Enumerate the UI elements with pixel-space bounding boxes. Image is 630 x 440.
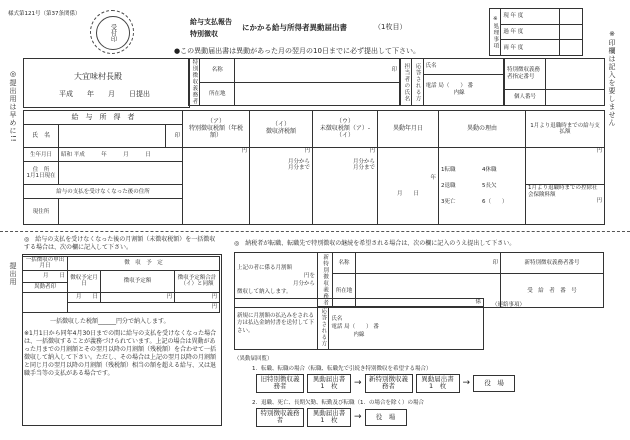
addressee: 大宜味村長殿	[74, 72, 122, 81]
col3-header: 未徴収税額（ア）-（イ）	[319, 124, 371, 139]
employee-tax-table	[23, 110, 605, 225]
lump-col-d: 徴収予定額	[101, 270, 175, 292]
addressee-box	[23, 58, 190, 108]
office-check[interactable]	[560, 40, 583, 56]
col5-header: 異動の理由	[439, 111, 526, 148]
flow-payer: 特別徴収義務者	[256, 408, 304, 427]
monthly-label: 上記の者に係る月割額	[237, 264, 293, 271]
continue-section-header: ◎ 納税者が転職、転職先で特別徴収の継続を希望される場合は、次の欄に記入のうえ提出して下さい。	[234, 240, 516, 247]
payer-seal: 印	[391, 67, 397, 74]
reason-option[interactable]: 1転職	[441, 166, 456, 173]
flow-doc-label: 異動届出書	[421, 375, 454, 383]
lump-plan-header: 徴 収 予 定	[68, 257, 220, 271]
office-use-label: ※処理事項	[490, 9, 501, 56]
flow-case2: 2．退職、死亡、長期欠勤、転勤及び転職（1．の場合を除く）の場合	[252, 400, 425, 406]
flow-doc-3	[307, 408, 351, 427]
cut-line	[0, 231, 630, 232]
title-line2: 特別徴収	[190, 30, 218, 38]
arrow-right-icon: →	[354, 411, 362, 422]
col6-value[interactable]: 円	[526, 148, 605, 185]
right-margin-note: ※印欄は記入を要しません	[608, 30, 616, 127]
designation-table	[504, 58, 605, 106]
lump-request-date[interactable]: 月 日	[23, 270, 68, 282]
office-use-table	[489, 8, 583, 56]
contact-side: 担当者の氏名	[401, 59, 412, 106]
col3-mark: （ウ）	[335, 117, 354, 125]
arrow-right-icon: →	[462, 377, 471, 388]
lump-paid-line: 一括徴収した税額______円分で納入します。	[50, 318, 170, 325]
lump-notes: ※1月1日から同年4月30日までの間に給与の支払を受けなくなった場合は、一括徴収することが義務づけられています。上記の場合は異動があった月までの月割額とその翌月以降の月割額（残税額）を合わせて一括徴収して納入して下さい。ただし、その場合は上記の翌月以降の月割額と同じ月の翌月以降の月割額（残税額）相当の額を超える給与、又は退職手当等の支払がある場合です。	[24, 330, 217, 378]
office-row: 現 年 度	[501, 9, 560, 25]
new-payer-name-label: 名称	[333, 253, 356, 274]
employee-name-label: 氏 名	[24, 124, 59, 147]
office-row: 過 年 度	[501, 24, 560, 40]
col2-yen: 円	[304, 148, 310, 155]
col3-yen: 円	[369, 148, 375, 155]
address-sub: 1月1日現在	[26, 173, 56, 180]
dob-value[interactable]: 昭和 平成 年 月 日	[59, 148, 183, 162]
reason-list	[441, 167, 523, 206]
reason-option[interactable]: 3死亡	[441, 199, 456, 206]
monthly-collect: 徴収して納入します。	[237, 289, 292, 296]
designation-field[interactable]	[546, 59, 605, 90]
recipient-no-label: 受 給 者 番 号	[501, 274, 604, 308]
monthly-from[interactable]: 月分から	[292, 281, 315, 287]
flow-city-1: 役 場	[473, 375, 515, 392]
move-md[interactable]: 月 日	[396, 191, 419, 198]
col7-yen: 円	[596, 198, 602, 205]
reason-option[interactable]: 5長欠	[482, 182, 497, 189]
payer-address-label: 所在地	[200, 82, 235, 106]
left-margin-note-2: 提出用	[9, 262, 17, 286]
payer-address-field[interactable]	[235, 82, 400, 106]
section-mark: 係	[318, 299, 484, 307]
address-label: 住 所	[32, 166, 50, 173]
col2-mark: （イ）	[271, 121, 290, 129]
individual-number-field[interactable]	[546, 89, 605, 105]
flow-city-2: 役 場	[365, 409, 407, 426]
lump-plan-total[interactable]: 円	[175, 292, 220, 302]
flow-row-1	[256, 374, 515, 393]
page-count: （1枚目）	[374, 23, 407, 31]
contact-notes-title: （連絡事項）	[492, 302, 526, 308]
form-number: 様式第121号（第37条関係）	[8, 11, 81, 17]
continue-contact-name: 氏名	[331, 316, 343, 323]
lump-section-header: ◎ 給与の支払を受けなくなった後の月割額（未徴収税額）を一括徴収する場合は、次の欄に記入して下さい。	[24, 236, 216, 251]
reason-option[interactable]: 6（ ）	[482, 199, 508, 206]
page-title: にかかる給与所得者異動届出書	[242, 23, 347, 32]
office-row: 両 年 度	[501, 40, 560, 56]
lump-col-b: 異動者印	[23, 282, 68, 292]
reason-option[interactable]: 2退職	[441, 182, 456, 189]
flow-doc-count: 1 枚	[320, 416, 338, 425]
lump-col-a: 一括徴収の申出月日	[23, 257, 68, 271]
phone-mid: 局（ ）	[438, 83, 466, 90]
flow-case1: 1．転職、転職の場合（転職、転職先で引続き特別徴収を希望する場合）	[252, 366, 432, 372]
stamp-label: 受付印	[96, 16, 130, 50]
flow-doc-count: 1 枚	[428, 382, 447, 391]
col1-mark: （ア）	[206, 117, 225, 125]
move-year[interactable]: 年	[430, 174, 436, 181]
title-line1: 給与支払報告	[190, 18, 232, 26]
reception-stamp	[90, 10, 134, 54]
submission-date: 平成 年 月 日提出	[59, 90, 150, 98]
new-payer-name-field[interactable]	[356, 253, 501, 274]
new-payer-seal: 印	[492, 260, 498, 267]
office-check[interactable]	[560, 9, 583, 25]
col3-from: 月分から	[352, 158, 375, 165]
continue-phone-ext: 番	[373, 324, 379, 331]
col4-header: 異動年月日	[378, 111, 439, 148]
employee-seal: 印	[166, 124, 183, 147]
phone-ext-label: 番	[467, 83, 474, 90]
col1-header: 特別徴収税額（年税額）	[188, 124, 243, 139]
flow-row-2	[256, 408, 407, 427]
payer-name-field[interactable]	[235, 59, 400, 83]
phone-ext-2: 内線	[453, 89, 465, 96]
left-margin-note: ◎提出用は早めに!!	[9, 70, 17, 143]
payer-name-label: 名称	[200, 59, 235, 83]
after-address-label: 給与の支払を受けなくなった後の住所	[24, 185, 183, 199]
monthly-yen[interactable]: 円を	[303, 272, 315, 279]
employee-header: 給 与 所 得 者	[24, 111, 183, 125]
submission-notice: ●この異動届出書は異動があった月の翌月の10日までに必ず提出して下さい。	[174, 47, 420, 55]
phone-label: 電話	[425, 83, 437, 90]
lump-table	[22, 256, 220, 313]
col6-header: 1月より退職時までの給与支払額	[526, 111, 605, 148]
address-field[interactable]	[59, 162, 183, 185]
new-designation-label: 新特別徴収義務者番号	[501, 253, 604, 274]
lump-plan-yen[interactable]: 円	[68, 302, 220, 312]
flow-doc-count: 1 枚	[320, 382, 338, 391]
continue-phone-mid: 局（ ）	[344, 324, 372, 331]
new-payment-note: 新規に月割額の払込みをされる方は払込金納付書を送付して下さい。	[235, 299, 318, 350]
contact-name-label: 氏名	[423, 59, 503, 75]
col3-to: 月分まで	[352, 164, 375, 171]
reason-option[interactable]: 4休職	[482, 166, 497, 173]
payer-side-label: 特別徴収義務者	[189, 59, 200, 106]
col1-value[interactable]: 円	[183, 148, 250, 225]
col2-from: 月分から	[287, 158, 310, 165]
flow-old-payer: 旧特別徴収義務者	[256, 374, 304, 393]
new-payer-side: 新特別徴収義務者	[318, 253, 333, 308]
col7-header: 1月より退職時までの控除社会保険料額	[528, 185, 598, 198]
flow-new-payer: 新特別徴収義務者	[365, 374, 413, 393]
individual-number-label: 個人番号	[505, 89, 546, 105]
current-address-field[interactable]	[59, 199, 183, 225]
flow-doc-label: 異動届出書	[312, 409, 346, 417]
payer-table	[188, 58, 400, 106]
flow-doc-2	[416, 374, 460, 393]
lump-plan-amount[interactable]: 円	[101, 292, 175, 302]
continue-phone-label: 電話	[331, 324, 343, 331]
flow-title: （異動届回覧）	[234, 356, 273, 362]
lump-seal-field[interactable]	[23, 292, 68, 312]
lump-plan-date[interactable]: 月 日	[68, 292, 101, 302]
title-block	[190, 17, 232, 39]
arrow-right-icon: →	[354, 377, 362, 388]
lump-col-c: 徴収予定月日	[68, 270, 101, 292]
continue-contact-table	[234, 298, 484, 350]
designation-label: 特別徴収義務者指定番号	[505, 59, 546, 90]
contact-side-2: 応答される方	[412, 59, 423, 106]
flow-doc-label: 異動届出書	[312, 375, 346, 383]
new-payer-address-label: 所在地	[333, 274, 356, 308]
col2-header: 徴収済税額	[265, 128, 296, 136]
office-check[interactable]	[560, 24, 583, 40]
current-address-label: 現住所	[24, 199, 59, 225]
employee-name-field[interactable]	[59, 124, 166, 147]
continue-contact-side: 応答される方	[318, 306, 329, 349]
col2-to: 月分まで	[287, 164, 310, 171]
dob-label: 生年月日	[24, 148, 59, 162]
contact-table	[400, 58, 504, 106]
flow-doc-1	[307, 374, 351, 393]
continue-phone-ext2: 内線	[353, 331, 365, 338]
lump-col-e: 徴収予定額合計（イ）と同額	[175, 270, 220, 292]
